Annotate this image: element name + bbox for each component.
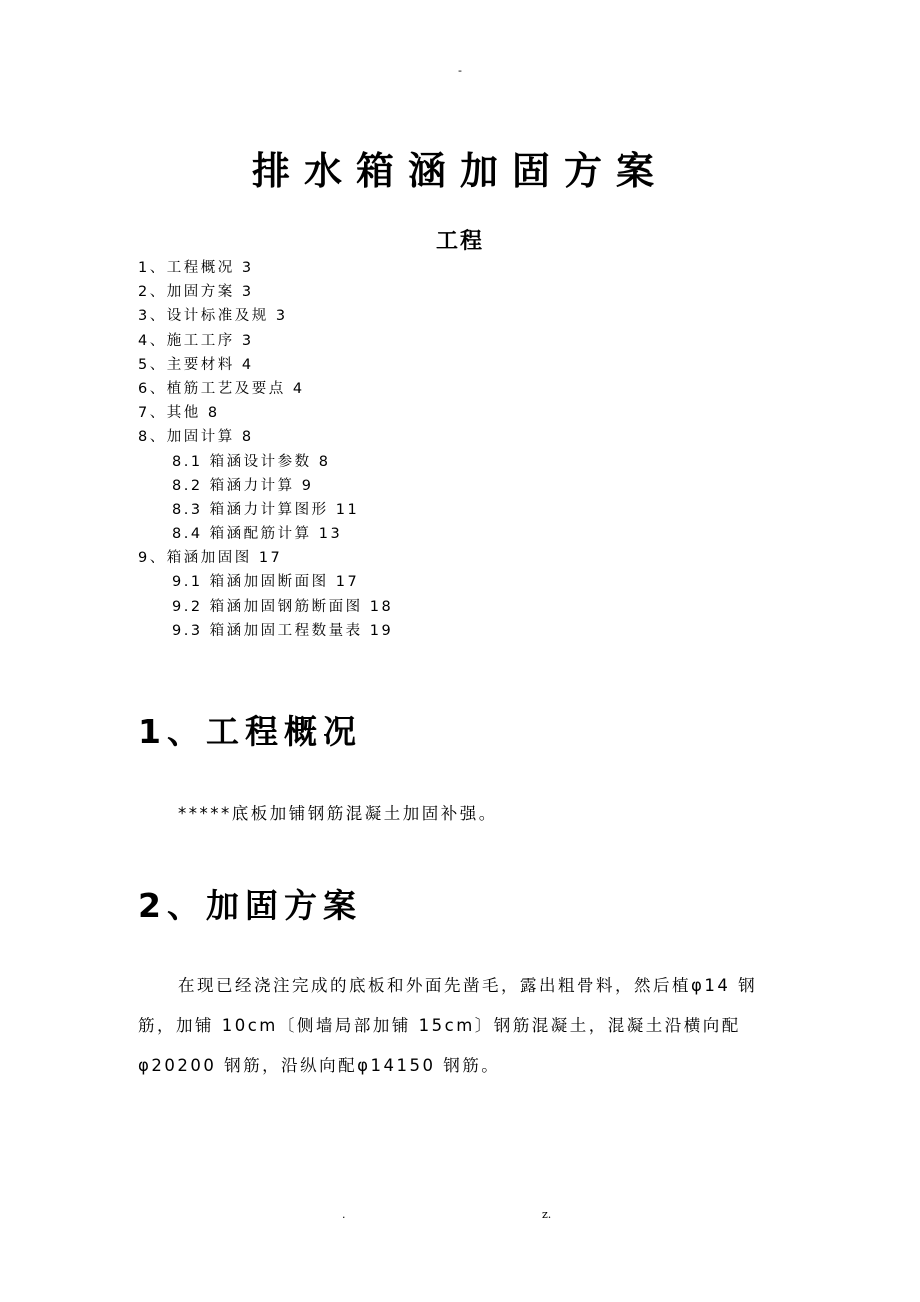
toc-item-8-2[interactable]: 8.2 箱涵力计算 9 — [172, 477, 314, 494]
toc-item-8[interactable]: 8、加固计算 8 — [138, 429, 254, 446]
toc-item-7[interactable]: 7、其他 8 — [138, 405, 220, 422]
section-2-body: 在现已经浇注完成的底板和外面先凿毛，露出粗骨料，然后植φ14 钢筋，加铺 10cm〔侧墙局部加铺 15cm〕钢筋混凝土，混凝土沿横向配φ20200 钢筋，沿纵向配φ14150 钢筋。 — [138, 976, 758, 1075]
toc-item-8-3[interactable]: 8.3 箱涵力计算图形 11 — [172, 501, 360, 518]
toc-item-6[interactable]: 6、植筋工艺及要点 4 — [138, 380, 305, 397]
toc-item-4[interactable]: 4、施工工序 3 — [138, 332, 254, 349]
footer-right-mark: z. — [542, 1208, 552, 1221]
toc-item-9-2[interactable]: 9.2 箱涵加固钢筋断面图 18 — [172, 598, 394, 615]
header-mark: - — [458, 64, 462, 77]
toc-item-8-4[interactable]: 8.4 箱涵配筋计算 13 — [172, 526, 343, 543]
table-of-contents — [138, 256, 738, 643]
toc-item-9[interactable]: 9、箱涵加固图 17 — [138, 550, 283, 567]
document-subtitle: 工程 — [435, 229, 484, 254]
toc-item-5[interactable]: 5、主要材料 4 — [138, 356, 254, 373]
toc-item-2[interactable]: 2、加固方案 3 — [138, 284, 254, 301]
toc-item-8-1[interactable]: 8.1 箱涵设计参数 8 — [172, 453, 331, 470]
toc-item-9-1[interactable]: 9.1 箱涵加固断面图 17 — [172, 574, 360, 591]
toc-item-9-3[interactable]: 9.3 箱涵加固工程数量表 19 — [172, 622, 394, 639]
document-title: 排水箱涵加固方案 — [251, 149, 668, 193]
toc-item-1[interactable]: 1、工程概况 3 — [138, 260, 254, 276]
section-1-heading: 1、工程概况 — [138, 712, 362, 751]
footer-left-mark: . — [342, 1208, 346, 1221]
toc-item-3[interactable]: 3、设计标准及规 3 — [138, 308, 288, 325]
section-1-body: *****底板加铺钢筋混凝土加固补强。 — [178, 804, 498, 823]
section-2-heading: 2、加固方案 — [138, 886, 362, 925]
